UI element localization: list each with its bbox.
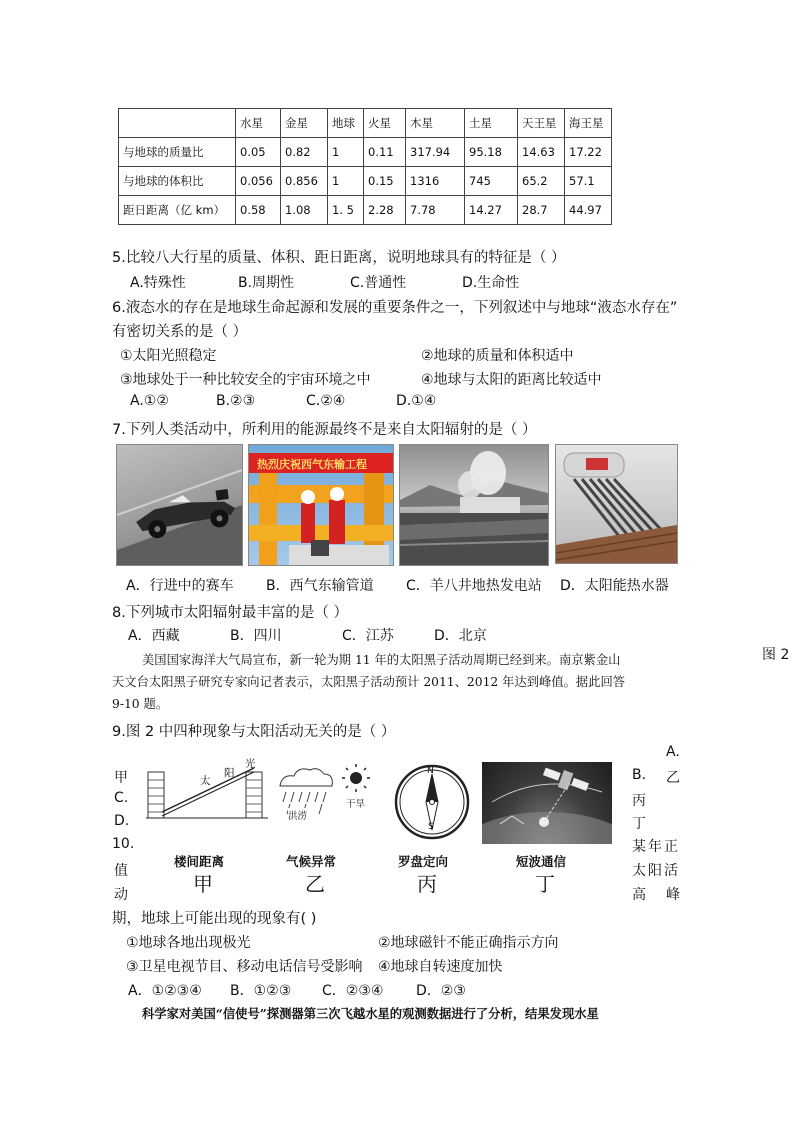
table-cell: 0.15: [364, 167, 406, 196]
q5-option-c: C.普通性: [350, 275, 407, 291]
table-cell: 0.05: [236, 138, 281, 167]
q9-option-c-value: 丙: [632, 793, 646, 809]
table-header-cell: 地球: [328, 109, 364, 138]
table-cell: 44.97: [565, 196, 612, 225]
question-8-stem: 8.下列城市太阳辐射最丰富的是（ ）: [112, 605, 348, 621]
banner-text: 热烈庆祝西气东输工程: [257, 458, 367, 471]
sunlight-label-1: 太: [200, 775, 211, 787]
table-header-cell: 海王星: [565, 109, 612, 138]
table-header-cell: 天王星: [518, 109, 565, 138]
question-6-stem-line2: 有密切关系的是（ ）: [112, 324, 248, 340]
table-cell: 1: [328, 138, 364, 167]
q6-item-4: ④地球与太阳的距离比较适中: [421, 372, 602, 388]
q7-option-d: D．太阳能热水器: [560, 578, 669, 594]
mark-ding: 丁: [535, 872, 555, 896]
table-cell: 28.7: [518, 196, 565, 225]
q8-option-c: C．江苏: [342, 628, 394, 644]
table-cell: 745: [465, 167, 518, 196]
passage-line: 科学家对美国“信使号”探测器第三次飞越水星的观测数据进行了分析，结果发现水星: [142, 1006, 599, 1021]
table-cell: 0.856: [281, 167, 328, 196]
mark-jia: 甲: [193, 872, 213, 896]
q6-option-b: B.②③: [216, 393, 256, 409]
satellite-communication-image: [482, 762, 612, 844]
q10-item-1: ①地球各地出现极光: [126, 935, 251, 951]
q10-item-4: ④地球自转速度加快: [378, 959, 503, 975]
q7-option-a: A．行进中的赛车: [126, 578, 234, 594]
sunlight-label-2: 阳: [224, 767, 235, 779]
q10-option-d: D．②③: [416, 983, 466, 999]
table-cell: [119, 109, 236, 138]
table-cell: 1: [328, 167, 364, 196]
q8-option-a: A．西藏: [128, 628, 180, 644]
q10-text-right-3b: 峰: [666, 887, 680, 903]
table-cell: 1316: [406, 167, 465, 196]
q9-option-b: B.: [632, 767, 647, 783]
table-row-header: 与地球的质量比: [119, 138, 236, 167]
q10-option-a: A．①②③④: [128, 983, 202, 999]
table-row: [119, 138, 612, 167]
q10-text-left-3: 动: [114, 887, 128, 903]
q9-option-a: A.: [666, 744, 680, 760]
mark-bing: 丙: [417, 872, 437, 896]
q9-option-d: D.: [114, 813, 130, 829]
q5-option-b: B.周期性: [238, 275, 295, 291]
table-header-cell: 水星: [236, 109, 281, 138]
planet-comparison-table: [118, 108, 612, 225]
table-cell: 1.08: [281, 196, 328, 225]
q8-option-d: D．北京: [434, 628, 487, 644]
table-cell: 65.2: [518, 167, 565, 196]
table-cell: 2.28: [364, 196, 406, 225]
q7-option-b: B．西气东输管道: [266, 578, 374, 594]
table-row: [119, 196, 612, 225]
caption-compass: 罗盘定向: [398, 854, 449, 869]
q10-item-2: ②地球磁针不能正确指示方向: [378, 935, 559, 951]
table-row-header: 与地球的体积比: [119, 167, 236, 196]
question-6-stem-line1: 6.液态水的存在是地球生命起源和发展的重要条件之一，下列叙述中与地球“液态水存在”: [112, 300, 678, 316]
q5-option-d: D.生命性: [462, 275, 520, 291]
q6-option-a: A.①②: [130, 393, 169, 409]
table-cell: 0.056: [236, 167, 281, 196]
q6-item-2: ②地球的质量和体积适中: [421, 348, 574, 364]
table-header-cell: 火星: [364, 109, 406, 138]
sunlight-label-3: 光: [245, 758, 256, 770]
drought-label: 干旱: [346, 799, 366, 810]
table-cell: 1. 5: [328, 196, 364, 225]
table-header-cell: 金星: [281, 109, 328, 138]
passage-line: 美国国家海洋大气局宣布，新一轮为期 11 年的太阳黑子活动周期已经到来。南京紫金山: [142, 653, 621, 667]
table-cell: 0.82: [281, 138, 328, 167]
table-row-header: 距日距离（亿 km）: [119, 196, 236, 225]
table-cell: 14.27: [465, 196, 518, 225]
question-10-number: 10.: [112, 836, 135, 852]
question-7-stem: 7.下列人类活动中，所利用的能源最终不是来自太阳辐射的是（ ）: [112, 422, 537, 438]
q10-text-left-2: 值: [114, 863, 128, 879]
table-cell: 317.94: [406, 138, 465, 167]
q10-item-3: ③卫星电视节目、移动电话信号受影响: [126, 959, 363, 975]
table-header-row: [119, 109, 612, 138]
q9-option-a-value: 甲: [114, 770, 128, 786]
q10-option-b: B．①②③: [230, 983, 292, 999]
question-9-stem: 9.图 2 中四种现象与太阳活动无关的是（ ）: [112, 724, 396, 740]
figure-2-label: 图 2: [762, 647, 790, 663]
table-cell: 14.63: [518, 138, 565, 167]
question-10-stem: 期，地球上可能出现的现象有( ): [112, 911, 317, 927]
table-cell: 0.11: [364, 138, 406, 167]
table-header-cell: 木星: [406, 109, 465, 138]
table-cell: 57.1: [565, 167, 612, 196]
table-row: [119, 167, 612, 196]
flood-label: 洪涝: [288, 808, 307, 822]
q8-option-b: B．四川: [230, 628, 282, 644]
q9-option-b-value: 乙: [666, 770, 680, 786]
question-5-stem: 5.比较八大行星的质量、体积、距日距离，说明地球具有的特征是（ ）: [112, 250, 566, 266]
q9-option-d-value: 丁: [632, 816, 646, 832]
q9-option-c: C.: [114, 790, 129, 806]
passage-line: 天文台太阳黑子研究专家向记者表示，太阳黑子活动预计 2011、2012 年达到峰值。据此回答: [112, 675, 626, 689]
solar-water-heater-photo: [555, 444, 678, 564]
caption-shortwave: 短波通信: [516, 854, 567, 869]
q6-option-c: C.②④: [306, 393, 346, 409]
table-cell: 7.78: [406, 196, 465, 225]
caption-climate-anomaly: 气候异常: [286, 854, 337, 869]
q7-option-c: C．羊八井地热发电站: [406, 578, 542, 594]
q6-option-d: D.①④: [396, 393, 437, 409]
mark-yi: 乙: [305, 872, 325, 896]
race-car-photo: [116, 444, 243, 566]
compass-south: S: [428, 822, 434, 832]
geothermal-plant-photo: [399, 444, 549, 566]
q6-item-3: ③地球处于一种比较安全的宇宙环境之中: [120, 372, 371, 388]
q10-text-right-3a: 高: [632, 887, 646, 903]
q6-item-1: ①太阳光照稳定: [120, 348, 217, 364]
caption-building-spacing: 楼间距离: [174, 854, 225, 869]
gas-pipeline-photo: [248, 444, 394, 566]
q10-option-c: C．②③④: [322, 983, 384, 999]
q10-text-right-2: 太阳活: [632, 863, 680, 879]
q5-option-a: A.特殊性: [130, 275, 186, 291]
table-header-cell: 土星: [465, 109, 518, 138]
table-cell: 17.22: [565, 138, 612, 167]
table-cell: 95.18: [465, 138, 518, 167]
table-cell: 0.58: [236, 196, 281, 225]
compass-north: N: [427, 766, 434, 776]
passage-line: 9-10 题。: [112, 697, 169, 711]
q10-text-right-1: 某年正: [632, 839, 680, 855]
